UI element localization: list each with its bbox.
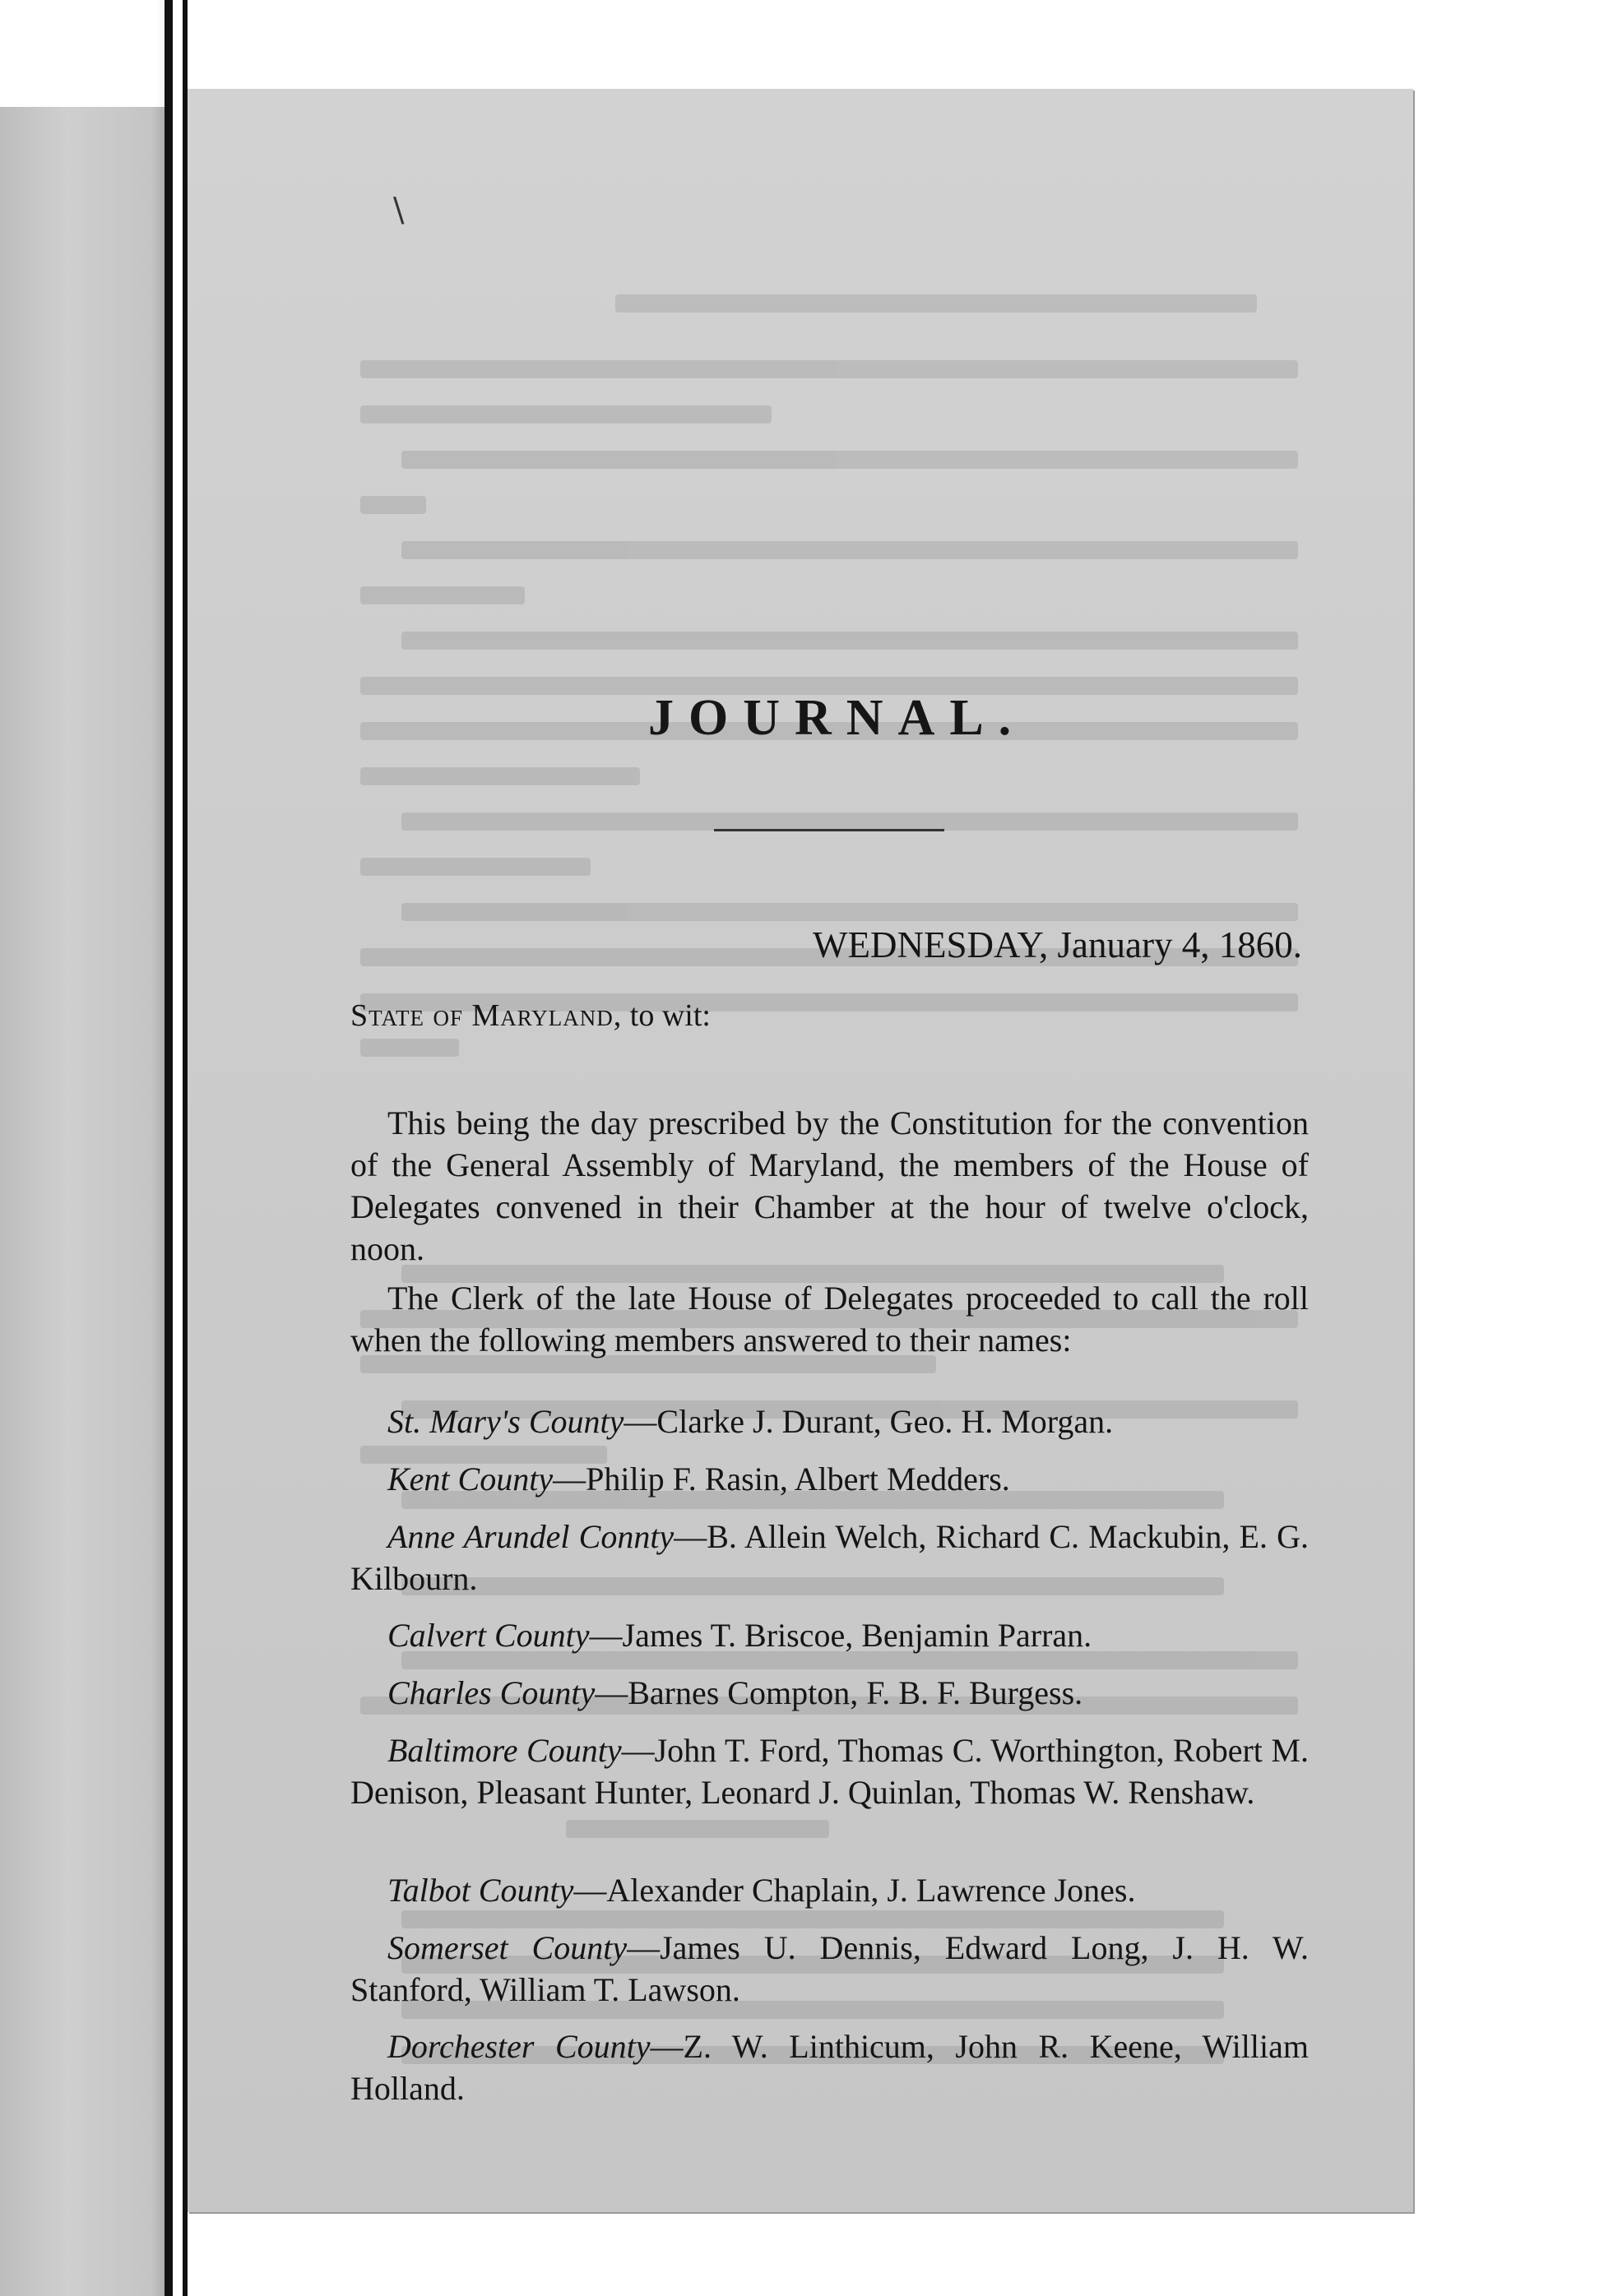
county-entry-dorchester bbox=[350, 2025, 1309, 2109]
county-members: —Z. W. Linthicum, John R. Keene, William Holland. bbox=[350, 2028, 1309, 2107]
county-entry-baltimore bbox=[350, 1729, 1309, 1813]
county-name: Dorchester County bbox=[387, 2028, 651, 2065]
gutter-line-left bbox=[165, 0, 173, 2296]
ink-mark: \ bbox=[393, 192, 405, 229]
roll-call-paragraph: The Clerk of the late House of Delegates proceeded to call the roll when the following members answered to their names: bbox=[350, 1280, 1309, 1359]
county-name: Somerset County bbox=[387, 1929, 628, 1966]
county-entry-somerset bbox=[350, 1927, 1309, 2011]
county-entry-talbot bbox=[350, 1869, 1309, 1911]
county-members: —B. Allein Welch, Richard C. Mackubin, E. G. Kilbourn. bbox=[350, 1518, 1309, 1597]
county-name: Baltimore County bbox=[387, 1732, 622, 1769]
journal-title: JOURNAL. bbox=[648, 690, 1027, 746]
state-line bbox=[350, 998, 711, 1034]
county-entry-anne-arundel bbox=[350, 1516, 1309, 1599]
title-rule bbox=[714, 829, 944, 831]
county-members: —Clarke J. Durant, Geo. H. Morgan. bbox=[624, 1403, 1114, 1440]
county-name: Kent County bbox=[387, 1460, 554, 1497]
county-members: —Alexander Chaplain, J. Lawrence Jones. bbox=[573, 1872, 1136, 1909]
county-entry-calvert bbox=[350, 1614, 1309, 1656]
county-name: Anne Arundel Connty bbox=[387, 1518, 675, 1555]
county-members: —Barnes Compton, F. B. F. Burgess. bbox=[595, 1674, 1083, 1711]
state-suffix: to wit: bbox=[622, 998, 711, 1033]
county-name: St. Mary's County bbox=[387, 1403, 624, 1440]
county-entry-charles bbox=[350, 1672, 1309, 1714]
county-members: —John T. Ford, Thomas C. Worthington, Robert M. Denison, Pleasant Hunter, Leonard J. Quinlan, Thomas W. Renshaw. bbox=[350, 1732, 1310, 1811]
county-entry-st-marys bbox=[350, 1400, 1309, 1442]
opening-paragraph: This being the day prescribed by the Constitution for the convention of the General Assembly of Maryland, the members of the House of Delegates convened in their Chamber at the hour of twelve o'clock, noon. bbox=[350, 1104, 1309, 1267]
county-name: Charles County bbox=[387, 1674, 596, 1711]
previous-page-edge bbox=[0, 107, 169, 2296]
county-name: Calvert County bbox=[387, 1617, 590, 1654]
county-members: —James T. Briscoe, Benjamin Parran. bbox=[589, 1617, 1092, 1654]
document-page bbox=[188, 89, 1413, 2212]
state-name: State of Maryland, bbox=[350, 998, 623, 1033]
county-entry-kent bbox=[350, 1458, 1309, 1500]
county-members: —James U. Dennis, Edward Long, J. H. W. Stanford, William T. Lawson. bbox=[350, 1929, 1309, 2008]
county-name: Talbot County bbox=[387, 1872, 574, 1909]
county-members: —Philip F. Rasin, Albert Medders. bbox=[553, 1460, 1010, 1497]
date-line: WEDNESDAY, January 4, 1860. bbox=[813, 924, 1302, 965]
